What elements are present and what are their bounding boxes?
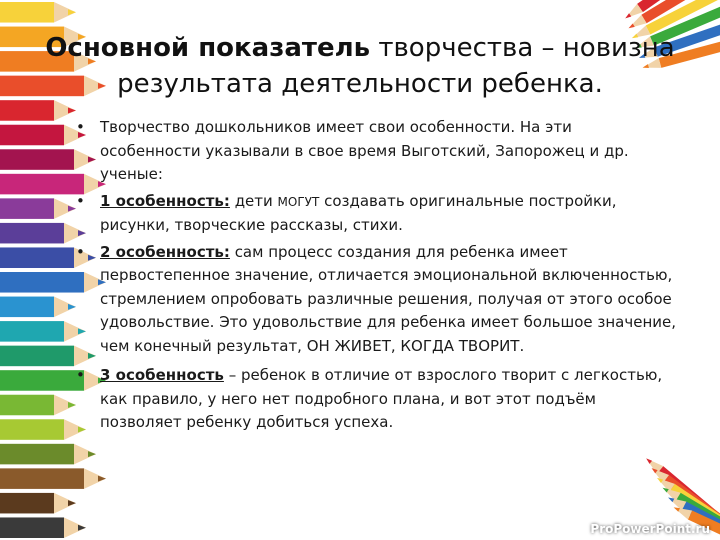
- bullet-small-caps: МОГУТ: [277, 194, 320, 209]
- slide-title: [40, 30, 680, 102]
- slide-title-bold: Основной показатель: [45, 33, 371, 63]
- bullet-glyph: •: [76, 366, 85, 384]
- bullet-glyph: •: [76, 118, 85, 136]
- bullet-glyph: •: [76, 242, 85, 261]
- bullet-text: создавать оригинальные постройки, рисунки, творческие рассказы, стихи.: [100, 191, 617, 234]
- bullet-lead: 2 особенность:: [100, 242, 230, 261]
- bullet-pre: дети: [229, 191, 278, 210]
- bullet-text: – ребенок в отличие от взрослого творит с легкостью, как правило, у него нет подробного плана, и вот этот подъём позволяет ребенку добиться успеха.: [100, 366, 663, 431]
- list-item: [76, 364, 676, 435]
- bullet-glyph: •: [76, 191, 85, 210]
- list-item: [76, 241, 676, 359]
- list-item: [76, 190, 676, 238]
- slide-title-rest: творчества – новизна результата деятельности ребенка.: [117, 33, 675, 99]
- bullet-text: сам процесс создания для ребенка имеет первостепенное значение, отличается эмоциональной включенностью, стремлением опробовать различные решения, получая от этого особое удовольствие. Это удовольствие для ребенка имеет большое значение, чем конечный результат, ОН ЖИВЕТ, КОГДА ТВОРИТ.: [100, 242, 677, 355]
- bullet-lead: 1 особенность:: [100, 191, 230, 210]
- watermark: ProPowerPoint.ru: [590, 522, 710, 536]
- bullet-text: Творчество дошкольников имеет свои особенности. На эти особенности указывали в свое время Выготский, Запорожец и др. ученые:: [100, 118, 629, 183]
- bullet-lead: 3 особенность: [100, 366, 224, 384]
- content-list: [76, 116, 676, 438]
- list-item: [76, 116, 676, 187]
